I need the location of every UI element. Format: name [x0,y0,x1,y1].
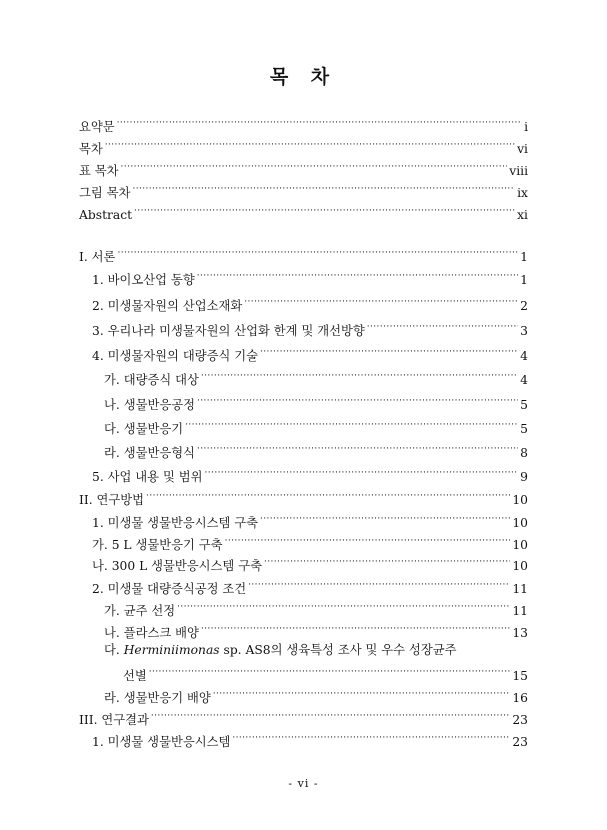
toc-section-2-2[interactable] [92,575,528,596]
toc-page-number: 1 [520,273,528,287]
toc-chapter-label: I. 서론 [79,250,116,264]
toc-subsection-1-4-ra[interactable] [104,439,528,460]
dot-leader [117,113,522,131]
toc-entry-label: 라. 생물반응형식 [104,446,195,460]
toc-entry-label: 가. 균주 선정 [104,604,176,618]
toc-page-number: 2 [520,299,528,313]
toc-page-number: 4 [520,349,528,363]
dot-leader [367,317,518,335]
dot-leader [105,135,515,153]
toc-page-number: xi [517,208,528,222]
dot-leader [225,531,511,549]
dot-leader [132,179,515,197]
toc-entry-abstract[interactable] [79,201,528,222]
toc-entry-label: 1. 미생물 생물반응시스템 구축 [92,516,259,530]
toc-entry-label: 나. 300 L 생물반응시스템 구축 [92,559,262,573]
toc-entry-label: 표 목차 [79,164,119,178]
toc-subsection-2-2-na[interactable] [104,619,528,640]
toc-chapter-label: III. 연구결과 [79,713,149,727]
dot-leader [177,597,510,615]
toc-entry-label: 3. 우리나라 미생물자원의 산업화 한계 및 개선방향 [92,324,365,338]
page-title: 목 차 [269,66,338,88]
toc-chapter-1[interactable] [79,243,528,264]
toc-page-number: 5 [520,422,528,436]
dot-leader [185,415,518,433]
toc-page-number: 9 [520,470,528,484]
toc-page-number: 5 [520,398,528,412]
dot-leader [146,486,510,504]
dot-leader [197,266,518,284]
toc-chapter-3[interactable] [79,706,528,727]
toc-entry-prefix: 다. [104,643,124,657]
toc-entry-label: 2. 미생물 대량증식공정 조건 [92,582,247,596]
toc-section-3-1[interactable] [92,728,528,749]
toc-page-number: 4 [520,373,528,387]
toc-subsection-2-1-na[interactable] [92,552,528,573]
toc-subsection-2-1-ga[interactable] [92,531,528,552]
toc-entry-table-list[interactable] [79,157,528,178]
toc-entry-figure-list[interactable] [79,179,528,200]
toc-entry-label: 4. 미생물자원의 대량증식 기술 [92,349,259,363]
toc-entry-label: 나. 생물반응공정 [104,398,195,412]
toc-section-2-1[interactable] [92,509,528,530]
toc-entry-contents[interactable] [79,135,528,156]
toc-entry-label: 선별 [123,669,147,683]
toc-page-number: viii [509,164,528,178]
toc-page-number: 10 [512,516,528,530]
toc-subsection-2-2-da-line2[interactable] [123,662,528,683]
dot-leader [197,391,518,409]
toc-page-number: 15 [512,669,528,683]
dot-leader [201,619,510,637]
toc-entry-label: 다. 생물반응기 [104,422,184,436]
toc-page-number: ix [517,186,528,200]
toc-entry-summary[interactable] [79,113,528,134]
toc-page-number: i [524,120,528,134]
toc-page-number: 8 [520,446,528,460]
toc-page-number: 11 [512,604,528,618]
toc-entry-label: 가. 5 L 생물반응기 구축 [92,538,223,552]
toc-page-number: 3 [520,324,528,338]
toc-page-number: 10 [512,493,528,507]
toc-subsection-1-4-da[interactable] [104,415,528,436]
dot-leader [260,342,518,360]
toc-section-1-2[interactable] [92,292,528,313]
toc-page-number: 13 [512,626,528,640]
dot-leader [121,157,508,175]
dot-leader [117,243,518,261]
toc-subsection-2-2-ga[interactable] [104,597,528,618]
toc-entry-label: 목차 [79,142,103,156]
toc-entry-label: 라. 생물반응기 배양 [104,691,211,705]
toc-chapter-2[interactable] [79,486,528,507]
dot-leader [201,366,518,384]
toc-page-number: 23 [512,713,528,727]
dot-leader [244,292,518,310]
toc-entry-label: 1. 미생물 생물반응시스템 [92,735,231,749]
toc-page-number: 10 [512,559,528,573]
dot-leader [264,552,510,570]
toc-entry-species-name: Herminiimonas [123,643,220,657]
toc-subsection-2-2-da-line1[interactable] [104,641,456,659]
dot-leader [232,728,510,746]
toc-entry-label: 2. 미생물자원의 산업소재화 [92,299,243,313]
toc-page-number: 11 [512,582,528,596]
toc-entry-label: 요약문 [79,120,115,134]
toc-page-number: 1 [520,250,528,264]
toc-section-1-4[interactable] [92,342,528,363]
toc-page-number: 16 [512,691,528,705]
toc-chapter-label: II. 연구방법 [79,493,145,507]
dot-leader [205,463,519,481]
page-footer-number: - vi - [288,777,319,790]
toc-entry-label: 5. 사업 내용 및 범위 [92,470,203,484]
toc-entry-label-rest: sp. AS8의 생육특성 조사 및 우수 성장균주 [219,643,457,657]
toc-subsection-2-2-ra[interactable] [104,684,528,705]
toc-entry-label: 1. 바이오산업 동향 [92,273,195,287]
toc-page-number: 10 [512,538,528,552]
toc-section-1-3[interactable] [92,317,528,338]
toc-subsection-1-4-na[interactable] [104,391,528,412]
dot-leader [248,575,510,593]
dot-leader [213,684,511,702]
toc-entry-label: 가. 대량증식 대상 [104,373,199,387]
toc-entry-label: 나. 플라스크 배양 [104,626,199,640]
toc-page-number: 23 [512,735,528,749]
dot-leader [134,201,515,219]
toc-entry-label: Abstract [79,208,133,222]
dot-leader [260,509,510,527]
toc-section-1-5[interactable] [92,463,528,484]
toc-subsection-1-4-ga[interactable] [104,366,528,387]
dot-leader [149,662,511,680]
toc-page-number: vi [517,142,528,156]
toc-section-1-1[interactable] [92,266,528,287]
dot-leader [197,439,518,457]
dot-leader [151,706,510,724]
toc-entry-label: 그림 목차 [79,186,131,200]
